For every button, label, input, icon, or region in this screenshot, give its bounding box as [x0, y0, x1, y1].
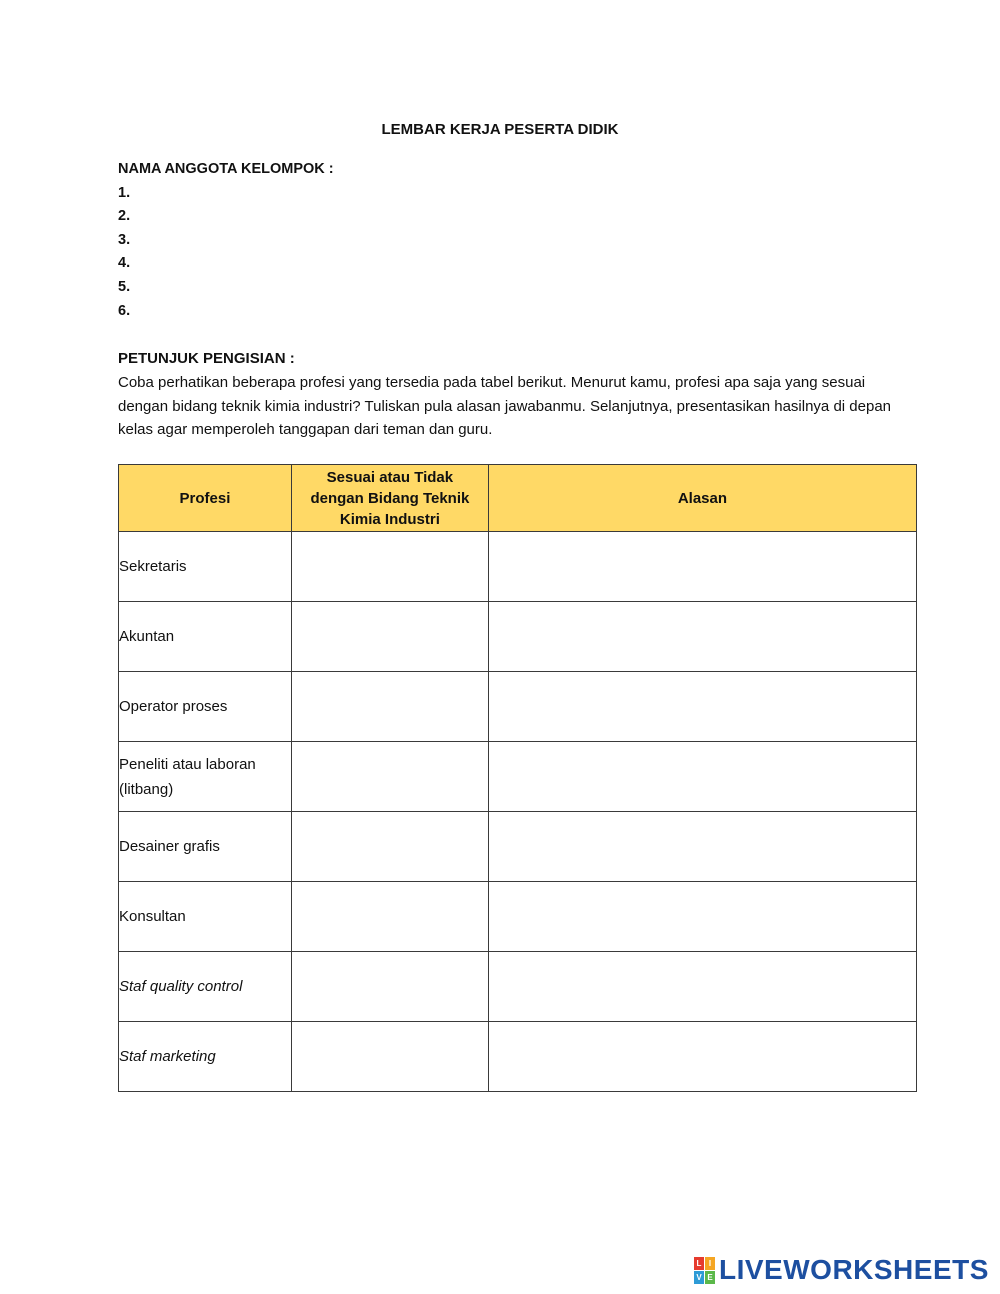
header-profesi: Profesi [119, 465, 292, 532]
member-number-3: 3. [118, 231, 131, 248]
suitability-input-cell[interactable] [291, 672, 488, 742]
mark-tile-i: I [705, 1257, 715, 1270]
header-alasan: Alasan [488, 465, 916, 532]
mark-tile-e: E [705, 1271, 715, 1284]
table-row [119, 602, 917, 672]
liveworksheets-wordmark: LIVEWORKSHEETS [719, 1254, 989, 1285]
profession-cell: Operator proses [119, 672, 292, 742]
mark-tile-l: L [694, 1257, 704, 1270]
member-list-label: NAMA ANGGOTA KELOMPOK : [118, 161, 334, 177]
reason-input-cell[interactable] [488, 812, 916, 882]
suitability-input-cell[interactable] [291, 812, 488, 882]
member-list [118, 158, 334, 323]
reason-input-cell[interactable] [488, 952, 916, 1022]
reason-input-cell[interactable] [488, 882, 916, 952]
table-row [119, 672, 917, 742]
member-number-4: 4. [118, 255, 131, 272]
suitability-input-cell[interactable] [291, 742, 488, 812]
liveworksheets-mark-icon [694, 1257, 715, 1284]
reason-input-cell[interactable] [488, 672, 916, 742]
profession-cell: Desainer grafis [119, 812, 292, 882]
profession-cell: Akuntan [119, 602, 292, 672]
suitability-input-cell[interactable] [291, 532, 488, 602]
profession-cell [119, 742, 292, 812]
profession-table [118, 464, 917, 1092]
header-sesuai-label: Sesuai atau Tidak dengan Bidang Teknik Kimia Industri [310, 468, 470, 528]
reason-input-cell[interactable] [488, 1022, 916, 1092]
profession-cell: Konsultan [119, 882, 292, 952]
table-row [119, 532, 917, 602]
reason-input-cell[interactable] [488, 532, 916, 602]
suitability-input-cell[interactable] [291, 1022, 488, 1092]
profession-cell: Sekretaris [119, 532, 292, 602]
member-number-6: 6. [118, 302, 131, 319]
instructions-text: Coba perhatikan beberapa profesi yang tersedia pada tabel berikut. Menurut kamu, profesi apa saja yang sesuai dengan bidang teknik kimia industri? Tuliskan pula alasan jawabanmu. Selanjutnya, presentasikan hasilnya di depan kelas agar memperoleh tanggapan dari teman dan guru. [118, 373, 891, 439]
member-number-1: 1. [118, 184, 131, 201]
table-row [119, 1022, 917, 1092]
table-header-row [119, 465, 917, 532]
liveworksheets-logo[interactable] [694, 1255, 989, 1285]
member-number-5: 5. [118, 278, 131, 295]
page-title: LEMBAR KERJA PESERTA DIDIK [381, 121, 619, 138]
suitability-input-cell[interactable] [291, 952, 488, 1022]
suitability-input-cell[interactable] [291, 882, 488, 952]
table-row [119, 742, 917, 812]
profession-cell: Staf quality control [119, 952, 292, 1022]
mark-tile-v: V [694, 1271, 704, 1284]
member-number-2: 2. [118, 208, 131, 225]
suitability-input-cell[interactable] [291, 602, 488, 672]
profession-cell-text: Peneliti atau laboran (litbang) [119, 755, 256, 798]
profession-cell: Staf marketing [119, 1022, 292, 1092]
table-row [119, 882, 917, 952]
table-row [119, 952, 917, 1022]
header-sesuai [291, 465, 488, 532]
instructions [118, 347, 918, 442]
instructions-label: PETUNJUK PENGISIAN : [118, 350, 295, 367]
reason-input-cell[interactable] [488, 602, 916, 672]
table-row [119, 812, 917, 882]
reason-input-cell[interactable] [488, 742, 916, 812]
